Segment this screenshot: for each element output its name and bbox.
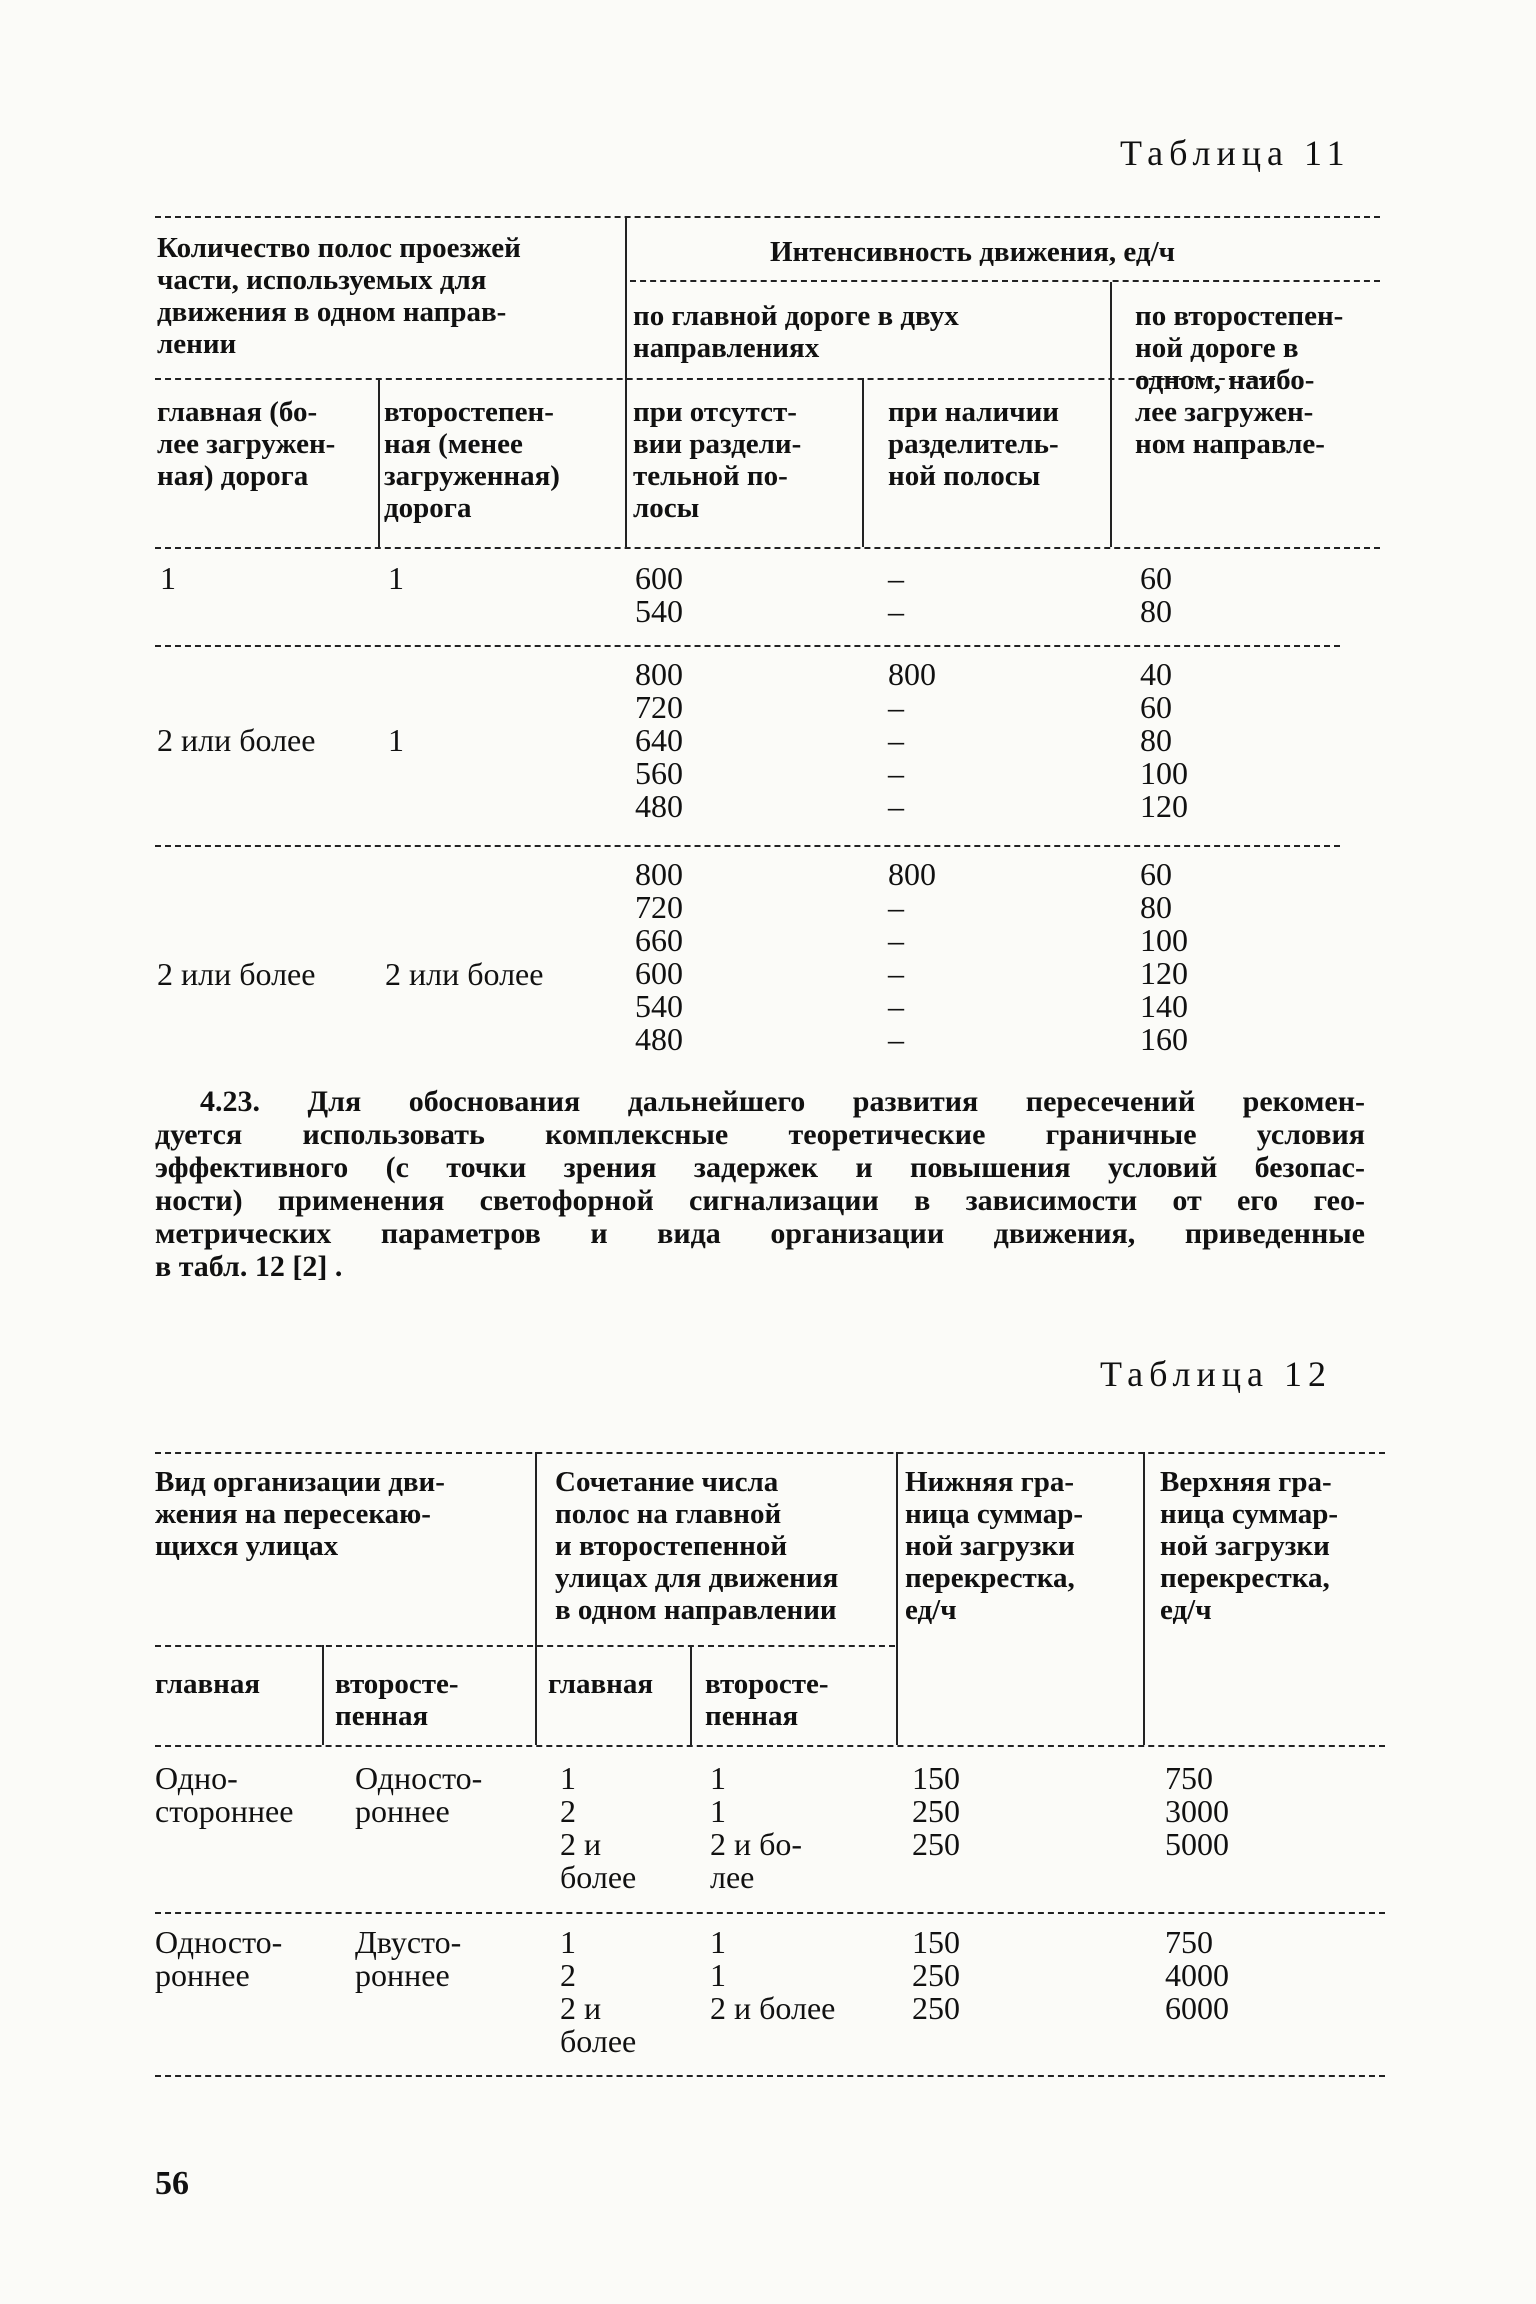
cell-value: 600 (635, 955, 683, 991)
cell-value: – (888, 922, 904, 958)
cell-value: 250 (912, 1957, 960, 1993)
cell-value: 60 (1140, 560, 1172, 596)
header-line: щихся улицах (155, 1530, 339, 1562)
header-line: ной загрузки (905, 1530, 1075, 1562)
table-12-g2-lanes-main (560, 1926, 636, 2058)
header-line: пенная (705, 1700, 799, 1732)
table-12-top-rule (155, 1452, 1385, 1454)
cell-value: 720 (635, 889, 683, 925)
cell-value: 6000 (1165, 1990, 1229, 2026)
cell-value: роннее (355, 1793, 450, 1829)
header-line: ная (менее (384, 428, 523, 460)
table-11-caption: Таблица 11 (1120, 133, 1351, 173)
header-line: лее загружен- (157, 428, 336, 460)
header-line: перекрестка, (1160, 1562, 1330, 1594)
cell-value: 100 (1140, 755, 1188, 791)
cell-value: 800 (888, 856, 936, 892)
table-11-g1-with-divider (888, 562, 904, 628)
table-12-sub-rule (155, 1645, 895, 1647)
paragraph-line: эффективного (с точки зрения задержек и повышения условий безопас- (155, 1151, 1365, 1184)
cell-value: 1 (560, 1924, 576, 1960)
table-12-header-lane-combo (555, 1466, 838, 1626)
cell-value: – (888, 689, 904, 725)
cell-value: 60 (1140, 856, 1172, 892)
cell-value: 2 и более (710, 1990, 836, 2026)
cell-value: Односто- (155, 1924, 283, 1960)
header-line: лении (157, 328, 237, 360)
cell-value: 2 и (560, 1990, 602, 2026)
table-12-header-main: главная (155, 1668, 261, 1700)
cell-value: 480 (635, 1021, 683, 1057)
table-11-g1-secondary: 1 (388, 560, 404, 596)
cell-value: 1 (710, 1924, 726, 1960)
header-line: главная (бо- (157, 396, 318, 428)
cell-value: 3000 (1165, 1793, 1229, 1829)
cell-value: 800 (635, 856, 683, 892)
table-12-caption: Таблица 12 (1100, 1354, 1332, 1394)
paragraph-line: в табл. 12 [2] . (155, 1250, 343, 1283)
header-line: перекрестка, (905, 1562, 1075, 1594)
header-line: ной дороге в (1135, 332, 1299, 364)
header-line: улицах для движения (555, 1562, 839, 1594)
table-12-header-main-lanes: главная (548, 1668, 654, 1700)
table-11-header-with-divider (888, 396, 1059, 492)
table-12-g1-main-type (155, 1762, 293, 1828)
cell-value: 480 (635, 788, 683, 824)
table-11-vline-4 (862, 378, 864, 547)
header-line: второстепен- (384, 396, 554, 428)
cell-value: – (888, 988, 904, 1024)
cell-value: 750 (1165, 1924, 1213, 1960)
table-11-vline-3 (1110, 282, 1112, 547)
header-line: ной полосы (888, 460, 1041, 492)
header-line: Вид организации дви- (155, 1466, 445, 1498)
cell-value: – (888, 722, 904, 758)
cell-value: Двусто- (355, 1924, 462, 1960)
header-line: части, используемых для (157, 264, 487, 296)
table-11-header-main-both (633, 300, 959, 364)
paragraph-line: дуется использовать комплексные теоретические граничные условия (155, 1118, 1365, 1151)
cell-value: 1 (560, 1760, 576, 1796)
cell-value: – (888, 560, 904, 596)
header-line: загруженная) (384, 460, 560, 492)
cell-value: Одно- (155, 1760, 238, 1796)
header-line: второсте- (705, 1668, 829, 1700)
cell-value: роннее (155, 1957, 250, 1993)
table-11-g1-no-divider (635, 562, 683, 628)
table-11-g2-no-divider (635, 658, 683, 823)
cell-value: 1 (710, 1760, 726, 1796)
table-11-group-rule-2 (155, 845, 1340, 847)
table-11-group-rule-1 (155, 645, 1340, 647)
table-11-lanes-rule (155, 378, 1275, 380)
table-11-g1-secondary-dir (1140, 562, 1172, 628)
header-line: Количество полос проезжей (157, 232, 521, 264)
header-line: и второстепенной (555, 1530, 788, 1562)
table-11-g3-no-divider (635, 858, 683, 1056)
cell-value: роннее (355, 1957, 450, 1993)
cell-value: более (560, 2023, 637, 2059)
table-11-header-intensity: Интенсивность движения, ед/ч (770, 236, 1175, 268)
table-11-header-no-divider (633, 396, 801, 524)
cell-value: – (888, 593, 904, 629)
table-11-g3-secondary: 2 или более (385, 956, 544, 992)
table-11-g3-secondary-dir (1140, 858, 1188, 1056)
header-line: ном направле- (1135, 428, 1325, 460)
table-12-vline-4 (322, 1645, 324, 1745)
cell-value: 800 (888, 656, 936, 692)
cell-value: 560 (635, 755, 683, 791)
cell-value: 2 и (560, 1826, 602, 1862)
table-12-g1-lower (912, 1762, 960, 1861)
table-11-g2-main: 2 или более (157, 722, 316, 758)
cell-value: 660 (635, 922, 683, 958)
header-line: в одном направлении (555, 1594, 837, 1626)
header-line: по второстепен- (1135, 300, 1344, 332)
table-12-header-secondary (335, 1668, 459, 1732)
header-line: второсте- (335, 1668, 459, 1700)
header-line: пенная (335, 1700, 429, 1732)
header-line: ед/ч (1160, 1594, 1212, 1626)
header-line: Верхняя гра- (1160, 1466, 1332, 1498)
table-12-header-lower (905, 1466, 1083, 1626)
header-line: движения в одном направ- (157, 296, 507, 328)
cell-value: 2 и бо- (710, 1826, 803, 1862)
cell-value: 120 (1140, 788, 1188, 824)
header-line: лосы (633, 492, 700, 524)
cell-value: 80 (1140, 593, 1172, 629)
cell-value: 100 (1140, 922, 1188, 958)
header-line: направлениях (633, 332, 820, 364)
table-12-g1-secondary-type (355, 1762, 482, 1828)
header-line: Сочетание числа (555, 1466, 779, 1498)
cell-value: 2 (560, 1957, 576, 1993)
table-12-g2-lower (912, 1926, 960, 2025)
table-11-g2-with-divider (888, 658, 936, 823)
table-11-top-rule (155, 216, 1380, 218)
table-12-g2-lanes-secondary (710, 1926, 835, 2025)
cell-value: 160 (1140, 1021, 1188, 1057)
table-11-vline-1 (625, 216, 627, 547)
table-11-g3-with-divider (888, 858, 936, 1056)
header-line: лее загружен- (1135, 396, 1314, 428)
table-11-g2-secondary-dir (1140, 658, 1188, 823)
cell-value: Односто- (355, 1760, 483, 1796)
cell-value: 250 (912, 1826, 960, 1862)
table-12-g2-main-type (155, 1926, 282, 1992)
table-12-header-secondary-lanes (705, 1668, 829, 1732)
header-line: разделитель- (888, 428, 1059, 460)
cell-value: 640 (635, 722, 683, 758)
table-12-g1-lanes-secondary (710, 1762, 802, 1894)
header-line: жения на пересекаю- (155, 1498, 431, 1530)
cell-value: – (888, 755, 904, 791)
header-line: одном, наибо- (1135, 364, 1315, 396)
header-line: полос на главной (555, 1498, 782, 1530)
table-12-g1-upper (1165, 1762, 1229, 1861)
cell-value: 2 (560, 1793, 576, 1829)
cell-value: – (888, 1021, 904, 1057)
header-line: ница суммар- (905, 1498, 1084, 1530)
table-12-g2-upper (1165, 1926, 1229, 2025)
cell-value: более (560, 1859, 637, 1895)
cell-value: 40 (1140, 656, 1172, 692)
cell-value: 60 (1140, 689, 1172, 725)
cell-value: 250 (912, 1990, 960, 2026)
header-line: ница суммар- (1160, 1498, 1339, 1530)
cell-value: 80 (1140, 722, 1172, 758)
cell-value: 1 (710, 1793, 726, 1829)
table-12-g1-lanes-main (560, 1762, 636, 1894)
header-line: при отсутст- (633, 396, 797, 428)
cell-value: лее (710, 1859, 755, 1895)
page-number: 56 (155, 2165, 189, 2202)
table-12-vline-2 (896, 1452, 898, 1745)
cell-value: 600 (635, 560, 683, 596)
table-12-group-rule (155, 1912, 1385, 1914)
paragraph-line: 4.23. Для обоснования дальнейшего развития пересечений рекомен- (200, 1085, 1365, 1118)
header-line: тельной по- (633, 460, 788, 492)
paragraph-line: ности) применения светофорной сигнализации в зависимости от его гео- (155, 1184, 1365, 1217)
table-12-vline-5 (690, 1645, 692, 1745)
header-line: при наличии (888, 396, 1060, 428)
cell-value: 4000 (1165, 1957, 1229, 1993)
cell-value: 140 (1140, 988, 1188, 1024)
cell-value: 150 (912, 1924, 960, 1960)
table-12-bottom-rule (155, 2075, 1385, 2077)
cell-value: 750 (1165, 1760, 1213, 1796)
table-12-header-bottom-rule (155, 1745, 1385, 1747)
table-11-header-secondary-dir (1135, 300, 1343, 460)
table-12-vline-1 (535, 1452, 537, 1745)
cell-value: 540 (635, 988, 683, 1024)
header-line: вии раздели- (633, 428, 802, 460)
cell-value: 1 (710, 1957, 726, 1993)
table-11-header-bottom-rule (155, 547, 1380, 549)
header-line: ной загрузки (1160, 1530, 1330, 1562)
table-11-g2-secondary: 1 (388, 722, 404, 758)
paragraph-line: метрических параметров и вида организации движения, приведенные (155, 1217, 1365, 1250)
header-line: Нижняя гра- (905, 1466, 1075, 1498)
table-11-intensity-rule (630, 280, 1380, 282)
table-11-header-lanes (157, 232, 521, 360)
header-line: ная) дорога (157, 460, 309, 492)
cell-value: 720 (635, 689, 683, 725)
header-line: ед/ч (905, 1594, 957, 1626)
table-12-header-upper (1160, 1466, 1338, 1626)
table-12-header-org-type (155, 1466, 445, 1562)
table-11-vline-2 (378, 378, 380, 547)
table-12-g2-secondary-type (355, 1926, 461, 1992)
cell-value: стороннее (155, 1793, 294, 1829)
table-12-vline-3 (1143, 1452, 1145, 1745)
cell-value: – (888, 889, 904, 925)
table-11-g1-main: 1 (160, 560, 176, 596)
table-11-header-secondary-road (384, 396, 560, 524)
cell-value: – (888, 788, 904, 824)
cell-value: – (888, 955, 904, 991)
cell-value: 540 (635, 593, 683, 629)
cell-value: 80 (1140, 889, 1172, 925)
header-line: дорога (384, 492, 472, 524)
cell-value: 150 (912, 1760, 960, 1796)
table-11-header-main-road (157, 396, 335, 492)
header-line: по главной дороге в двух (633, 300, 959, 332)
cell-value: 250 (912, 1793, 960, 1829)
cell-value: 120 (1140, 955, 1188, 991)
cell-value: 5000 (1165, 1826, 1229, 1862)
cell-value: 800 (635, 656, 683, 692)
table-11-g3-main: 2 или более (157, 956, 316, 992)
